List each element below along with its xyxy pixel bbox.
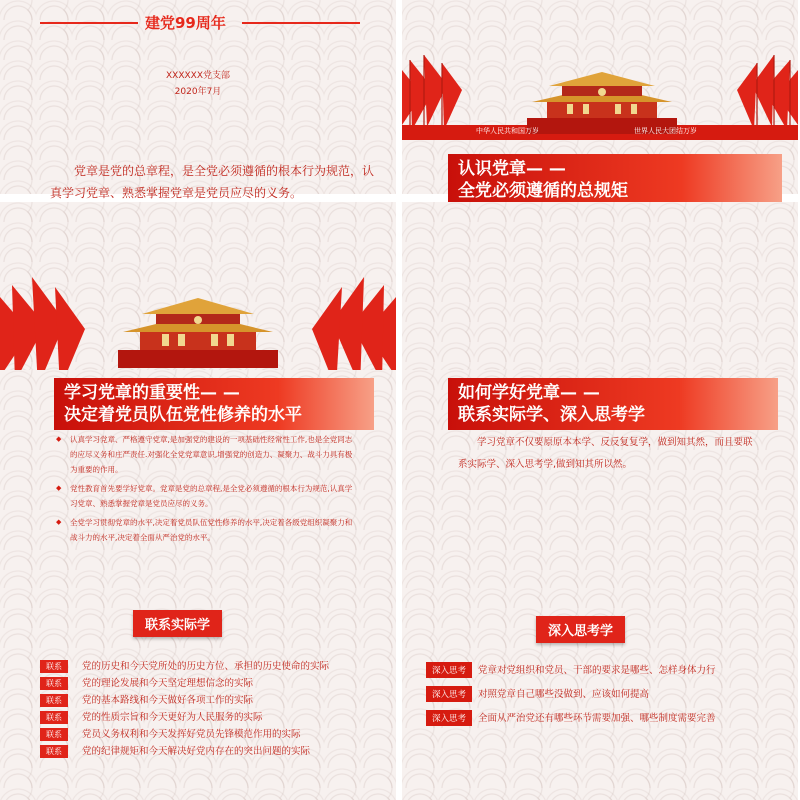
practical-row-text: 党的历史和今天党所处的历史方位、承担的历史使命的实际 [82,661,330,672]
deep-tag: 深入思考 [426,710,472,726]
deep-row [426,662,716,678]
practical-row-text: 党的理论发展和今天坚定理想信念的实际 [82,678,254,689]
cover-org: XXXXXX党支部 [166,71,230,81]
importance-bullets [56,432,356,545]
practical-row-text: 党员义务权利和今天发挥好党员先锋模范作用的实际 [82,729,301,740]
practical-tag: 联系 [40,677,68,690]
importance-bullet: ◆ 党性教育首先要学好党章。党章是党的总章程,是全党必须遵循的根本行为规范,认真学习党章、熟悉掌握党章是党员应尽的义务。 [56,481,356,511]
deep-row [426,710,716,726]
practical-tag: 联系 [40,694,68,707]
slide-how-to-learn[interactable] [402,370,798,595]
slide-deep-thinking[interactable] [402,588,798,800]
practical-tag: 联系 [40,745,68,758]
importance-bullet: ◆ 全党学习贯彻党章的水平,决定着党员队伍党性修养的水平,决定着各级党组织凝聚力和战斗力的水平,决定着全面从严治党的水平。 [56,515,356,545]
title-rule-right [242,22,360,24]
practical-row [40,743,310,757]
practical-learning-pill: 联系实际学 [133,610,222,637]
practical-row-text: 党的基本路线和今天做好各项工作的实际 [82,695,254,706]
deep-tag: 深入思考 [426,662,472,678]
deep-row-text: 对照党章自己哪些没做到、应该如何提高 [478,689,650,700]
how-to-learn-body: 学习党章不仅要原原本本学、反反复复学，做到知其然，而且要联系实际学、深入思考学,做到知其所以然。 [458,437,753,470]
deep-row-text: 党章对党组织和党员、干部的要求是哪些、怎样身体力行 [478,665,716,676]
practical-row [40,692,253,706]
slide-importance[interactable] [0,370,396,595]
practical-tag: 联系 [40,660,68,673]
deep-tag: 深入思考 [426,686,472,702]
practical-row-text: 党的性质宗旨和今天更好为人民服务的实际 [82,712,263,723]
practical-row-text: 党的纪律规矩和今天解决好党内存在的突出问题的实际 [82,746,311,757]
tiananmen-gate-graphic [527,72,677,134]
slide-know-charter-continued[interactable] [402,202,798,396]
gate-banner-right: 世界人民大团结万岁 [634,127,697,135]
cover-date: 2020年7月 [174,87,222,97]
slide-gate-art[interactable] [0,202,396,396]
title-rule-left [40,22,138,24]
how-to-learn-heading: 如何学好党章— — 联系实际学、深入思考学 [448,378,778,430]
deep-row [426,686,649,702]
practical-row [40,658,329,672]
deep-row-text: 全面从严治党还有哪些环节需要加强、哪些制度需要完善 [478,713,716,724]
slide-know-charter[interactable] [402,0,798,201]
practical-row [40,709,263,723]
slide-practical-learning[interactable] [0,588,396,800]
gate-banner-left: 中华人民共和国万岁 [476,127,539,135]
practical-tag: 联系 [40,711,68,724]
importance-heading: 学习党章的重要性— — 决定着党员队伍党性修养的水平 [54,378,374,430]
cover-title: 建党99周年 [145,14,226,32]
know-charter-heading: 认识党章— — 全党必须遵循的总规矩 [448,154,782,206]
practical-tag: 联系 [40,728,68,741]
practical-row [40,675,253,689]
importance-bullet: ◆ 认真学习党章、严格遵守党章,是加强党的建设的一项基础性经常性工作,也是全党同志的应尽义务和庄严责任.对强化全党党章意识,增强党的创造力、凝聚力、战斗力具有极为重要的作用。 [56,432,356,477]
cover-para-1: 党章是党的总章程，是全党必须遵循的根本行为规范，认真学习党章、熟悉掌握党章是党员应尽的义务。 [50,164,375,200]
tiananmen-gate-graphic [118,298,278,368]
deep-thinking-pill: 深入思考学 [536,616,625,643]
slide-cover[interactable] [0,0,396,200]
practical-row [40,726,301,740]
